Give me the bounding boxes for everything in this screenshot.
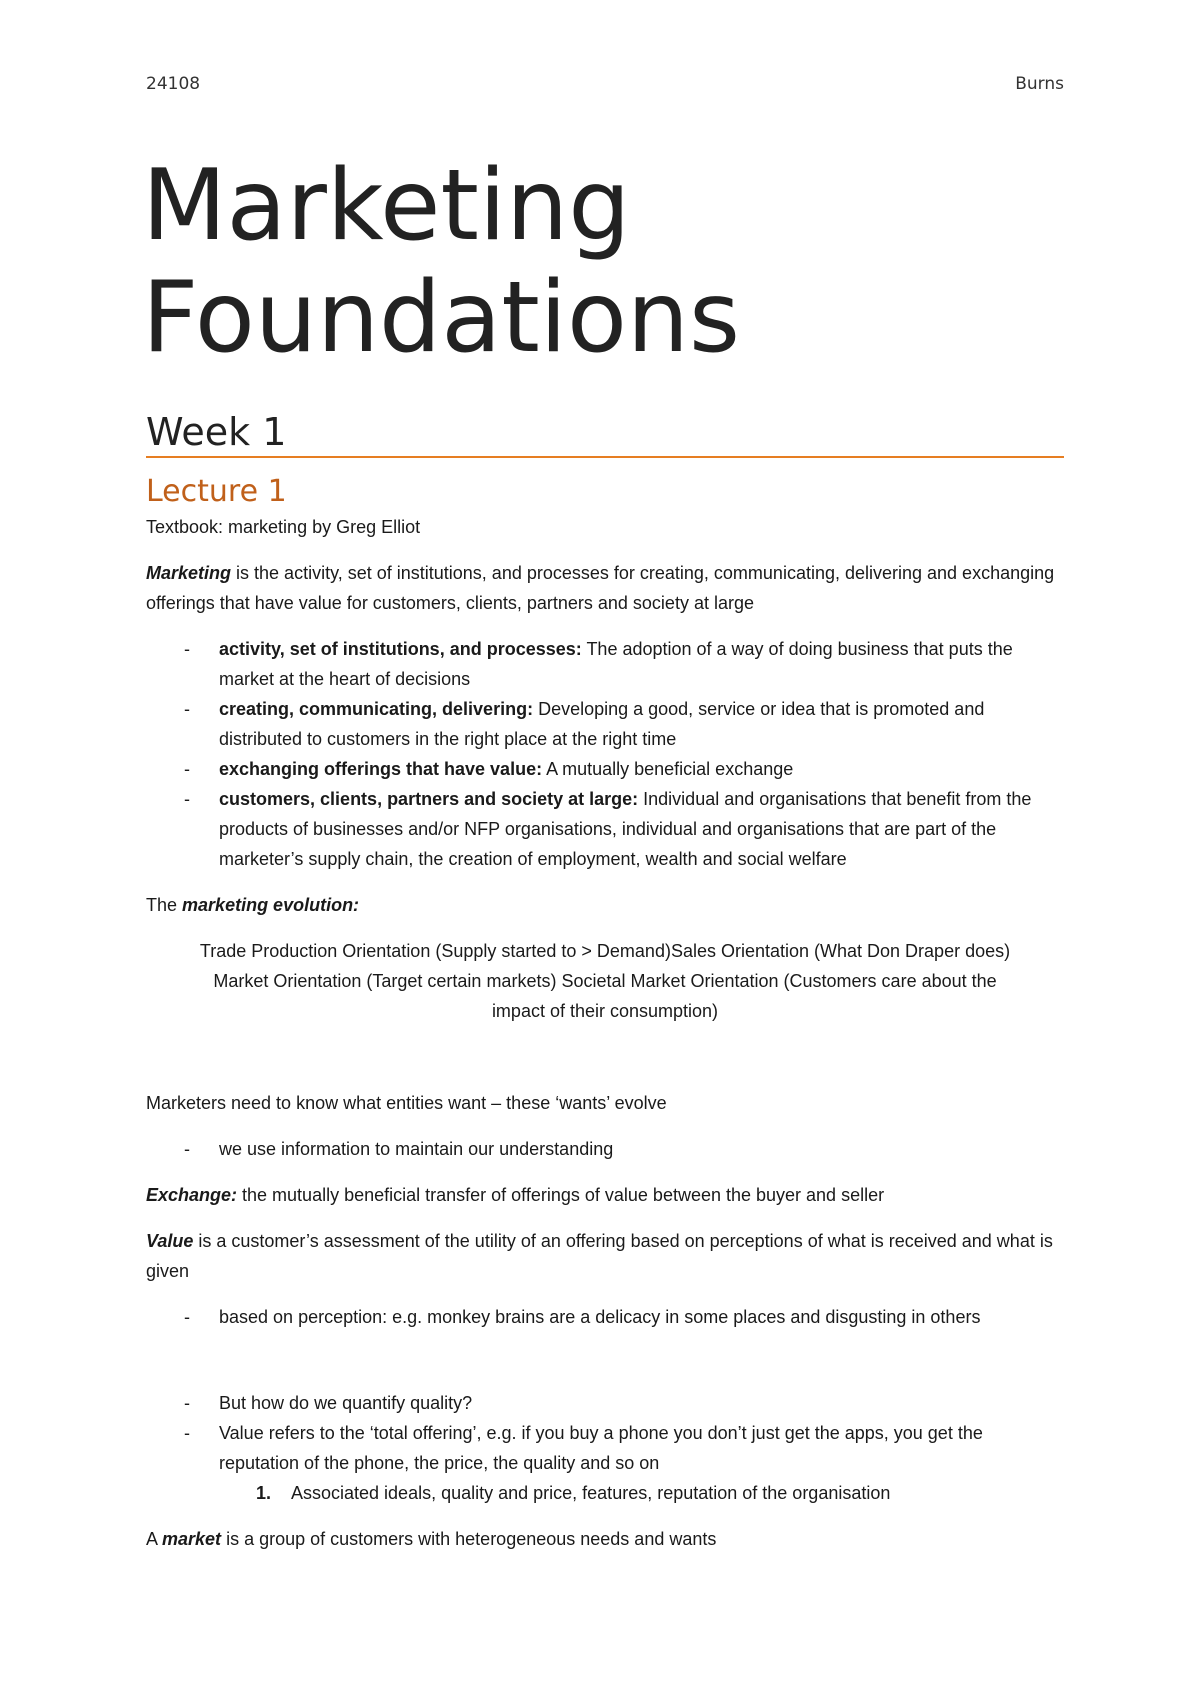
- value-definition: [146, 1226, 1064, 1286]
- document-title: [142, 150, 740, 374]
- subpoint-text: Associated ideals, quality and price, features, reputation of the organisation: [291, 1483, 891, 1503]
- value-points-list-2: [146, 1388, 1064, 1478]
- document-title-line-1: Marketing: [142, 149, 631, 263]
- point-term: customers, clients, partners and society at large:: [219, 789, 639, 809]
- value-points-list: [146, 1302, 1064, 1332]
- definition-points-list: [146, 634, 1064, 874]
- marketing-definition-text: is the activity, set of institutions, and processes for creating, communicating, delivering and exchanging offerings that have value for customers, clients, partners and society at large: [146, 563, 1055, 613]
- list-item: - Value refers to the ‘total offering’, e.g. if you buy a phone you don’t just get the apps, you get the reputation of the phone, the price, the quality and so on: [146, 1418, 1064, 1478]
- market-definition: [146, 1524, 1064, 1554]
- point-term: activity, set of institutions, and processes:: [219, 639, 582, 659]
- point-text: A mutually beneficial exchange: [542, 759, 794, 779]
- spacer: [146, 1042, 1064, 1088]
- list-item: [146, 634, 1064, 694]
- list-item: - based on perception: e.g. monkey brains are a delicacy in some places and disgusting in others: [146, 1302, 1064, 1332]
- spacer: [146, 1348, 1064, 1388]
- exchange-term: Exchange:: [146, 1185, 238, 1205]
- lecture-heading: Lecture 1: [146, 474, 287, 509]
- week-heading: Week 1: [146, 410, 1064, 458]
- market-prefix: A: [146, 1529, 163, 1549]
- value-term: Value: [146, 1231, 194, 1251]
- list-item: [146, 754, 1064, 784]
- list-item: [146, 784, 1064, 874]
- market-text: is a group of customers with heterogeneous needs and wants: [221, 1529, 717, 1549]
- header-subject-code: 24108: [146, 74, 201, 94]
- evolution-prefix: The: [146, 895, 183, 915]
- document-title-line-2: Foundations: [142, 261, 741, 375]
- exchange-definition: [146, 1180, 1064, 1210]
- point-term: creating, communicating, delivering:: [219, 699, 534, 719]
- evolution-heading: [146, 890, 1064, 920]
- wants-points-list: [146, 1134, 1064, 1164]
- document-page: [142, 0, 1064, 1698]
- value-subpoints-list: [146, 1478, 1064, 1508]
- point-text: Developing a good, service or idea that is promoted and distributed to customers in the right place at the right time: [219, 699, 985, 749]
- point-term: exchanging offerings that have value:: [219, 759, 543, 779]
- wants-paragraph: Marketers need to know what entities want – these ‘wants’ evolve: [146, 1093, 667, 1113]
- evolution-flow: [146, 936, 1064, 1026]
- list-item: - we use information to maintain our understanding: [146, 1134, 1064, 1164]
- marketing-definition: [146, 558, 1064, 618]
- marketing-term: Marketing: [146, 563, 232, 583]
- document-body: [146, 512, 1064, 1570]
- evolution-line-1: Trade Production Orientation (Supply started to > Demand)Sales Orientation (What Don Draper does): [199, 941, 1011, 961]
- textbook-line: Textbook: marketing by Greg Elliot: [146, 517, 421, 537]
- exchange-text: the mutually beneficial transfer of offerings of value between the buyer and seller: [237, 1185, 885, 1205]
- market-term: market: [162, 1529, 222, 1549]
- point-text: The adoption of a way of doing business that puts the market at the heart of decisions: [219, 639, 1013, 689]
- list-item: - But how do we quantify quality?: [146, 1388, 1064, 1418]
- list-item: [146, 694, 1064, 754]
- evolution-line-2: Market Orientation (Target certain markets) Societal Market Orientation (Customers care about the: [213, 971, 997, 991]
- list-item: [146, 1478, 1064, 1508]
- point-text: Individual and organisations that benefit from the products of businesses and/or NFP organisations, individual and organisations that are part of the marketer’s supply chain, the creation of employment, wealth and social welfare: [219, 789, 1032, 869]
- header-author: Burns: [1015, 74, 1064, 94]
- value-text: is a customer’s assessment of the utility of an offering based on perceptions of what is received and what is given: [146, 1231, 1053, 1281]
- evolution-term: marketing evolution:: [182, 895, 360, 915]
- list-number: 1.: [256, 1483, 272, 1503]
- evolution-line-3: impact of their consumption): [491, 1001, 719, 1021]
